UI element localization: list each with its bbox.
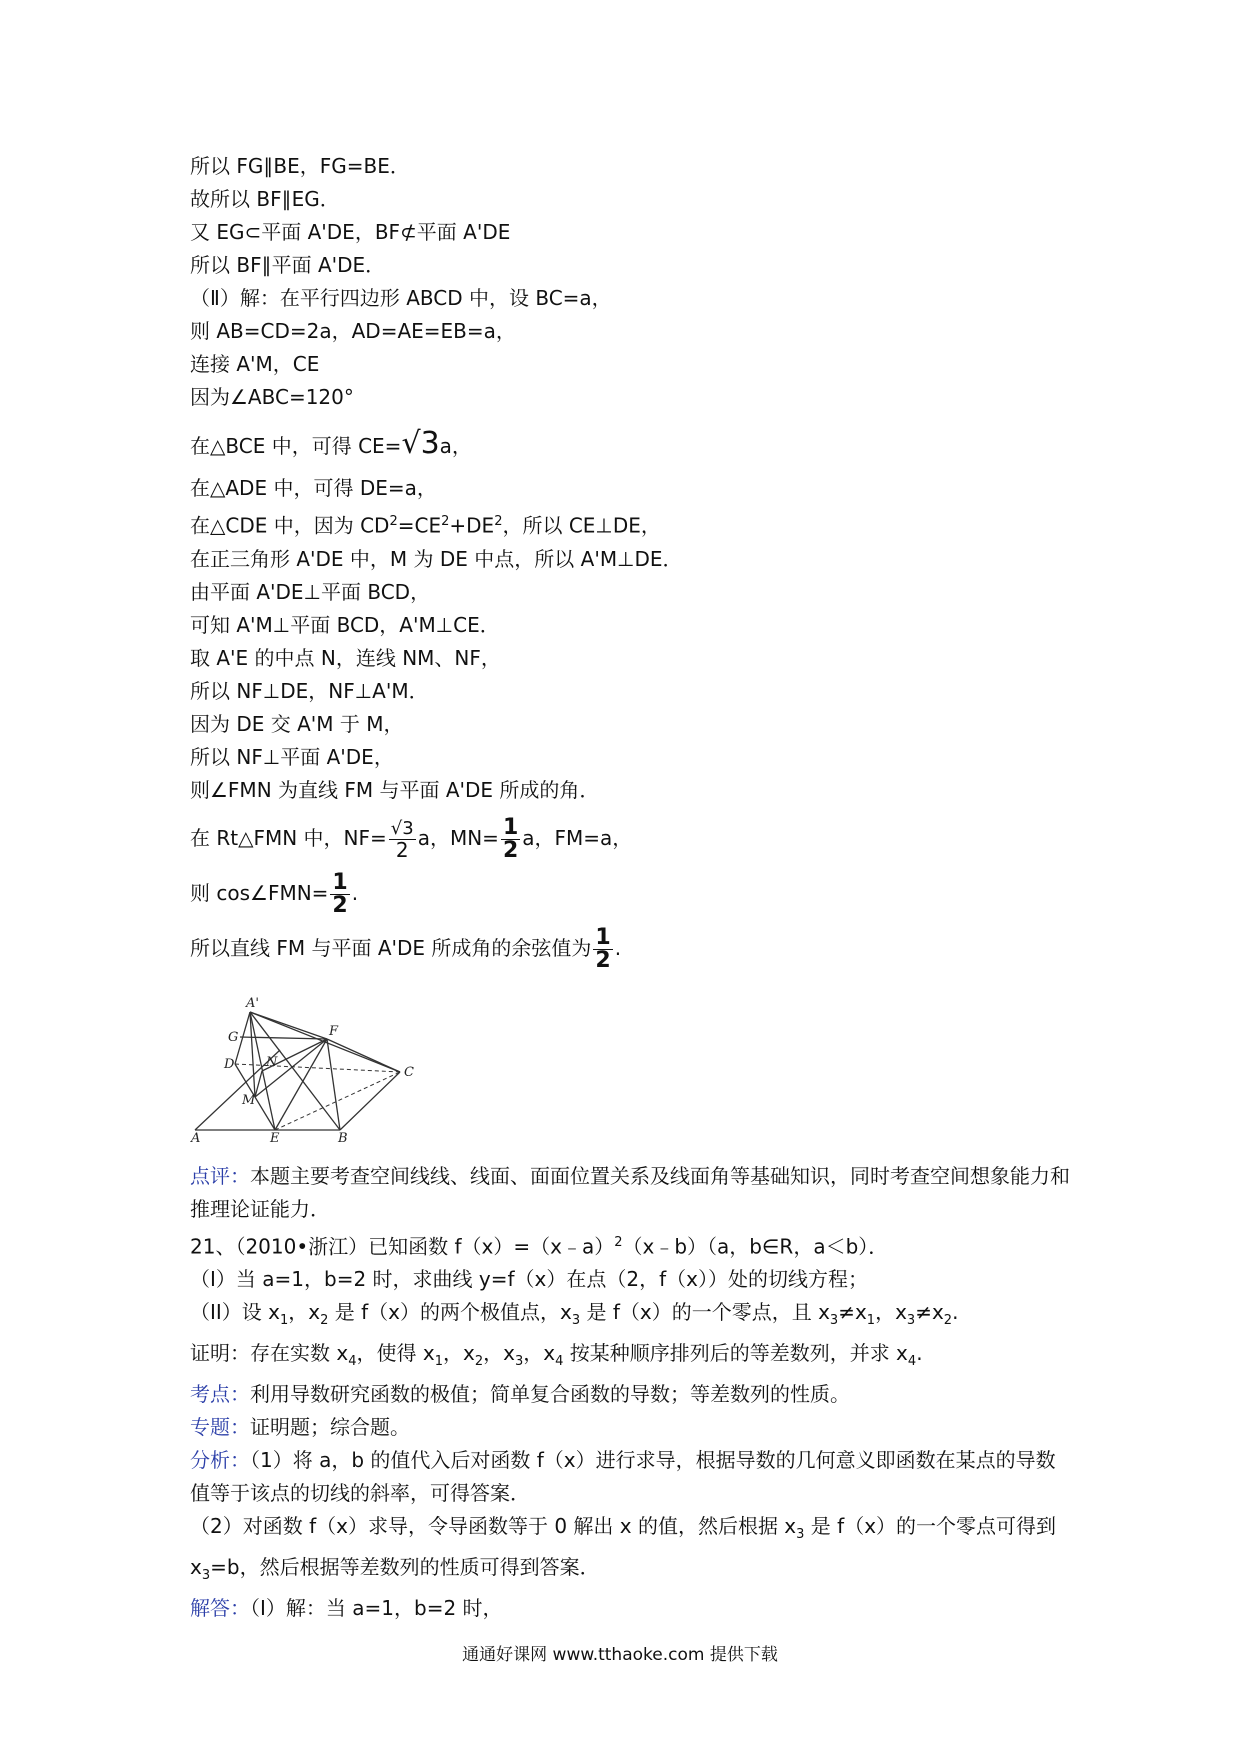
jieda-label: 解答： [190,1596,250,1621]
label-B: B [338,1130,348,1142]
edge-FC [327,1039,400,1072]
rt-line: 在 Rt△FMN 中，NF= $\frac{√3}{2}$ a，MN= $\frac{1}{2}$ a，FM=a， [190,814,633,863]
proof-line: 所以 BF∥平面 A'DE． [190,253,386,277]
proof-line: 则∠FMN 为直线 FM 与平面 A'DE 所成的角． [190,777,600,802]
geometry-figure [190,992,440,1142]
fraction: $\frac{√3}{2}$ [390,817,414,862]
proof-line: 可知 A'M⊥平面 BCD，A'M⊥CE． [190,612,500,637]
edge-A1F [250,1012,327,1039]
fenxi-block: 分析：（1）将 a，b 的值代入后对函数 f（x）进行求导，根据导数的几何意义即函数在某点的导数值等于该点的切线的斜率，可得答案． [190,1448,1056,1506]
kaodian-label: 考点： [190,1382,250,1407]
proof-line: 在△ADE 中，可得 DE=a， [190,476,437,500]
question-21-stem: 21、（2010•浙江）已知函数 f（x）=（x﹣a）$^2$（x﹣b）（a，b∈R，a＜b）． [190,1234,889,1259]
question-21-part1: （I）当 a=1，b=2 时，求曲线 y=f（x）在点（2，f（x））处的切线方程； [190,1267,868,1292]
kaodian-block: 考点：利用导数研究函数的极值；简单复合函数的导数；等差数列的性质。 [190,1382,850,1407]
zhuanti-block: 专题：证明题；综合题。 [190,1415,410,1440]
comment-block: 点评：本题主要考查空间线线、线面、面面位置关系及线面角等基础知识，同时考查空间想象能力和推理论证能力． [190,1163,1070,1221]
edge-DC [235,1064,400,1072]
fraction: $\frac{1}{2}$ [595,924,611,973]
fraction: $\frac{1}{2}$ [502,814,519,863]
label-G: G [228,1029,239,1045]
proof-line: （Ⅱ）解：在平行四边形 ABCD 中，设 BC=a， [190,286,612,310]
ce-line: 在△BCE 中，可得 CE=√3a， [190,426,472,461]
fraction: $\frac{1}{2}$ [332,869,348,918]
page-footer: 通通好课网 www.tthaoke.com 提供下载 [462,1645,778,1665]
proof-line: 又 EG⊂平面 A'DE，BF⊄平面 A'DE [190,220,511,244]
cos-line: 则 cos∠FMN= $\frac{1}{2}$ . [190,869,359,918]
question-21-part2: （II）设 $x_1$，$x_2$ 是 f（x）的两个极值点，$x_3$ 是 f（x）的一个零点，且 $x_3\ne x_1$，$x_3\ne x_2$. [190,1300,959,1329]
comment-label: 点评： [190,1163,250,1188]
edge-FE [275,1039,327,1130]
edge-EC [275,1072,400,1130]
proof-line: 因为∠ABC=120° [190,385,354,409]
label-E: E [270,1130,280,1142]
proof-line: 所以 NF⊥DE，NF⊥A'M． [190,678,429,703]
fenxi-label: 分析： [190,1448,250,1473]
jieda-block: 解答：（Ⅰ）解：当 a=1，b=2 时， [190,1596,503,1621]
label-M: M [242,1092,256,1108]
label-N: N [266,1054,278,1070]
label-F: F [329,1023,339,1039]
proof-line: 连接 A'M，CE [190,352,320,376]
zhuanti-label: 专题： [190,1415,250,1440]
question-21-part3: 证明：存在实数 $x_4$，使得 $x_1$，$x_2$，$x_3$，$x_4$ 按某种顺序排列后的等差数列，并求 $x_4$. [190,1341,923,1370]
proof-line: 取 A'E 的中点 N，连线 NM、NF， [190,645,501,670]
proof-line: 所以 NF⊥平面 A'DE， [190,744,394,769]
proof-line: 由平面 A'DE⊥平面 BCD， [190,579,431,604]
proof-line: 所以 FG∥BE，FG=BE． [190,154,410,178]
proof-line: 故所以 BF∥EG． [190,187,340,211]
edge-BC [340,1072,400,1130]
label-A: A [191,1130,201,1142]
label-C: C [404,1064,414,1080]
label-A-prime: A' [246,995,259,1011]
edge-MN [255,1071,262,1097]
result-line: 所以直线 FM 与平面 A'DE 所成角的余弦值为 $\frac{1}{2}$ . [190,924,622,973]
proof-line: 在正三角形 A'DE 中，M 为 DE 中点，所以 A'M⊥DE． [190,546,683,571]
cd-line: 在△CDE 中，因为 $CD^2=CE^2+DE^2$，所以 CE⊥DE， [190,513,661,538]
document-body [190,150,1070,1625]
label-D: D [224,1056,235,1072]
proof-line: 因为 DE 交 A'M 于 M， [190,711,404,736]
fenxi-block-2: （2）对函数 f（x）求导，令导函数等于 0 解出 x 的值，然后根据 $x_3$ 是 f（x）的一个零点可得到 $x_3=b$，然后根据等差数列的性质可得到答案． [190,1514,1057,1584]
proof-line: 则 AB=CD=2a，AD=AE=EB=a， [190,319,516,343]
